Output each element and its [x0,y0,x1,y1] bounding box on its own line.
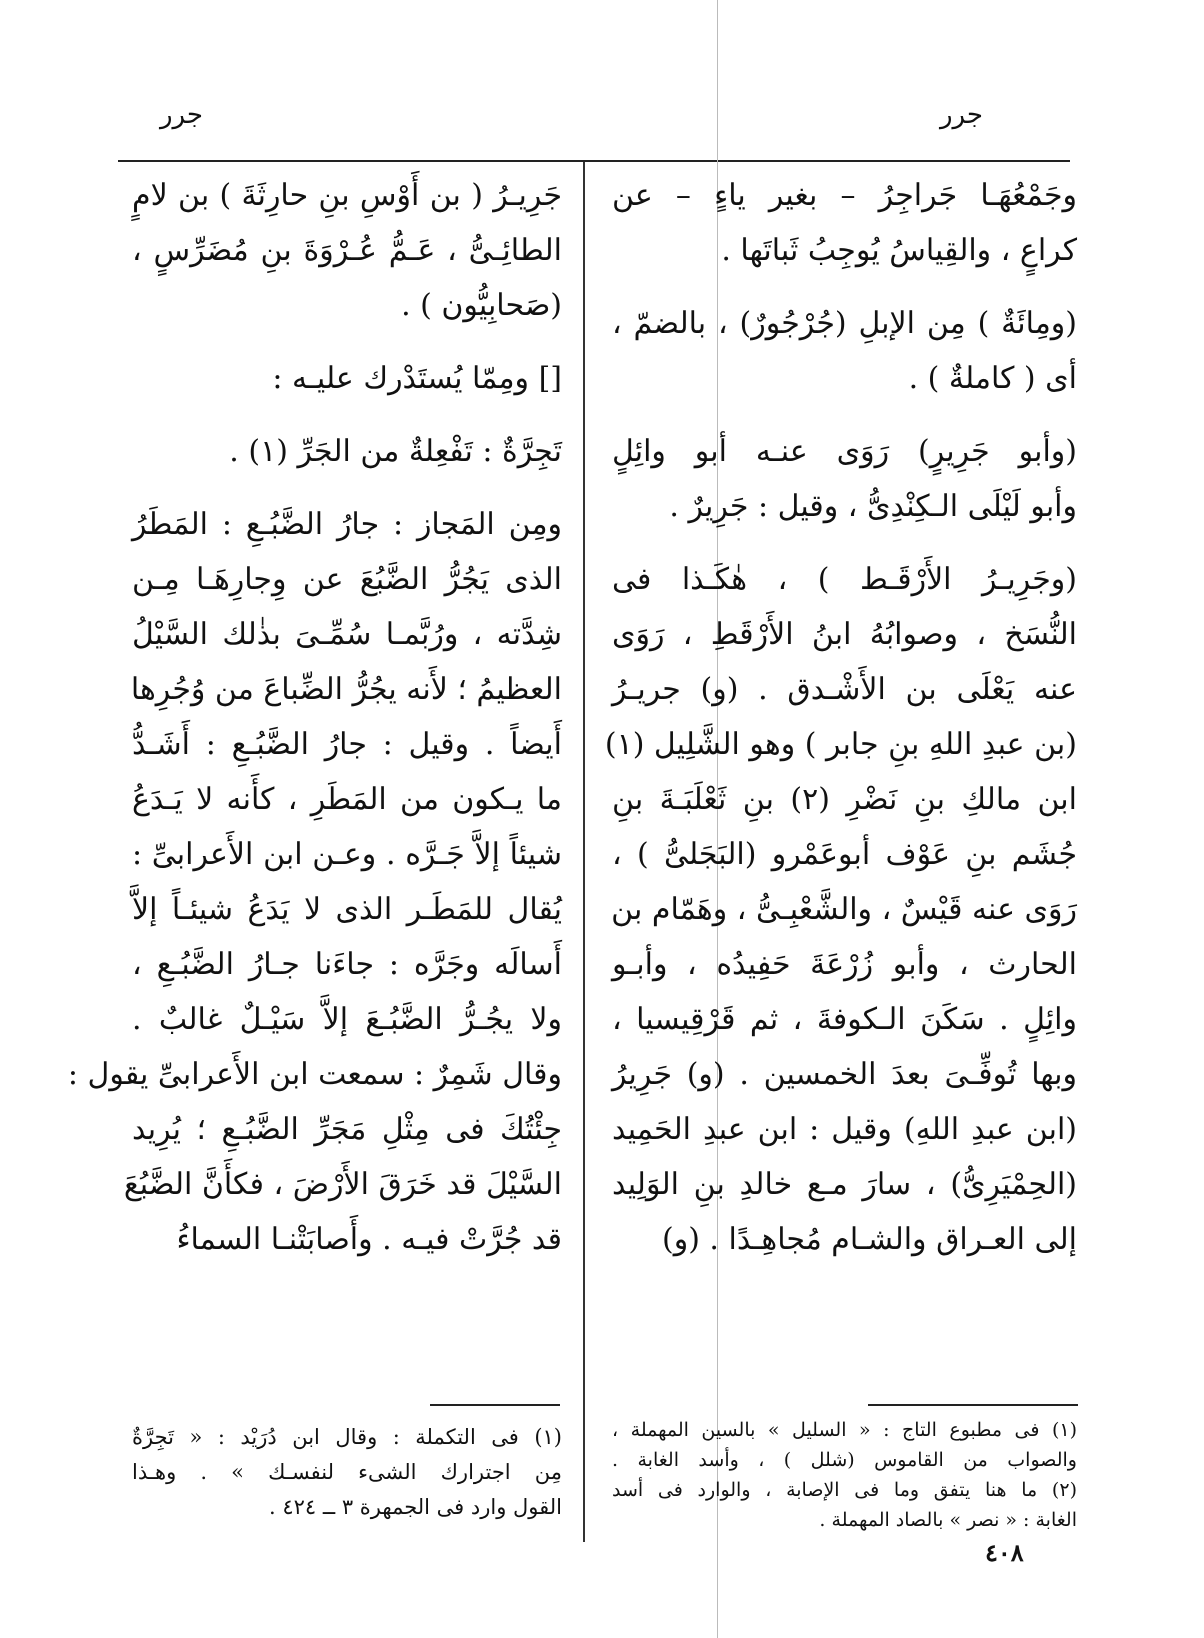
page-number: ٤٠٨ [985,1538,1024,1567]
left-text-column [67,168,562,1267]
header-rule [118,160,1070,162]
paragraph-gap [132,406,562,424]
footnote-line: القول وارد فى الجمهرة ٣ ــ ٤٢٤ . [268,1495,562,1519]
text-line: أَسالَه وجَرَّه : جاءَنا جـارُ الضَّبُـعِ ، [132,947,562,982]
text-line: ولا يجُـرُّ الضَّبُـعَ إلاَّ سَيْـلٌ غالبٌ . [132,1002,562,1037]
text-line: النُّسَخ ، وصوابُهُ ابنُ الأَرْقَطِ ، رَوَى [612,617,1077,652]
text-line: الطائِـىُّ ، عَـمُّ عُـرْوَةَ بنِ مُضَرِّسٍ ، [132,233,562,268]
text-line: يُقال للمَطَـر الذى لا يَدَعُ شيئـاً إلاَّ [132,892,562,927]
text-line: الذى يَجُرُّ الضَّبُعَ عن وِجارِهَـا مِـن [132,562,562,597]
text-line: (صَحابِيُّون ) . [401,288,562,323]
column-divider [583,162,585,1542]
text-line: العظيمُ ؛ لأَنه يجُرُّ الضِّباعَ من وُجُرِها [130,672,562,707]
footnote-line: الغابة : « نصر » بالصاد المهملة . [819,1509,1077,1531]
text-line: عنه يَعْلَى بن الأَشْـدق . (و) جريـرُ [612,672,1077,707]
text-line: جَرِيـرُ ( بن أَوْسِ بنِ حارِثَةَ ) بن لامٍ [132,178,562,213]
text-line: جُشَم بنِ عَوْف أبوعَمْرو (البَجَلىُّ ) ، [612,837,1077,872]
footnote-line: (١) فى التكملة : وقال ابن دُرَيْد : « تَجِرَّةٌ [132,1425,562,1449]
text-line: ما يـكون من المَطَرِ ، كأَنه لا يَـدَعُ [132,782,562,817]
footnote-line: (١) فى مطبوع التاج : « السليل » بالسين المهملة ، [612,1419,1077,1441]
text-line: ابن مالكِ بنِ نَضْرِ (٢) بنِ ثَعْلَبَـةَ بنِ [612,782,1077,817]
paragraph-gap [612,406,1077,424]
text-line: قد جُرَّتْ فيـه . وأَصابَتْنـا السماءُ [176,1222,562,1257]
text-line: (وأبو جَرِيرٍ) رَوَى عنـه أبو وائِلٍ [612,434,1077,469]
running-header-left: جرر [160,100,203,130]
text-line: كراعٍ ، والقِياسُ يُوجِبُ ثَباتَها . [721,233,1077,268]
text-line: إلى العـراق والشـام مُجاهِـدًا . (و) [662,1222,1077,1257]
footnotes-left [132,1420,562,1525]
text-line: (ومِائَةٌ ) مِن الإبلِ (جُرْجُورٌ) ، بالضمّ ، [612,306,1077,341]
text-line: شِدَّته ، ورُبَّمـا سُمِّـىَ بذٰلك السَّيْلُ [132,617,562,652]
running-header-right: جرر [940,100,983,130]
paragraph-gap [132,479,562,497]
text-line: السَّيْلَ قد خَرَقَ الأَرْضَ ، فكأَنَّ الضَّبُعَ [123,1167,562,1202]
text-line: جِئْتُكَ فى مِثْلِ مَجَرِّ الضَّبُـعِ ؛ يُرِيد [132,1112,562,1147]
text-line: وائِلٍ . سَكَنَ الـكوفةَ ، ثم قَرْقِيسيا ، [612,1002,1077,1037]
text-line: وقال شَمِرٌ : سمعت ابن الأَعرابىِّ يقول : [67,1057,562,1092]
text-line: وأبو لَيْلَى الـكِنْدِىُّ ، وقيل : جَرِيرٌ . [669,489,1077,524]
text-line: ومِن المَجاز : جارُ الضَّبُـعِ : المَطَرُ [132,507,562,542]
footnote-line: مِن اجترارك الشىء لنفسـك » . وهـذا [132,1460,562,1484]
footnote-rule-left [430,1404,560,1406]
text-line: أى ( كاملةٌ ) . [908,361,1077,396]
text-line: وجَمْعُهَـا جَراجِرُ – بغير ياءٍ – عن [612,178,1077,213]
text-line: [] ومِمّا يُستَدْرك عليـه : [272,361,562,396]
paragraph-gap [132,333,562,351]
text-line: رَوَى عنه قَيْسٌ ، والشَّعْبِـىُّ ، وهَمّام بن [611,892,1077,927]
text-line: (ابن عبدِ اللهِ) وقيل : ابن عبدِ الحَمِيد [612,1112,1077,1147]
footnote-rule-right [868,1404,1078,1406]
text-line: شيئاً إلاَّ جَـرَّه . وعـن ابن الأَعرابىِّ : [132,837,562,872]
paragraph-gap [612,534,1077,552]
footnote-line: والصواب من القاموس (شلل ) ، وأسد الغابة . [612,1449,1077,1471]
text-line: أَيضاً . وقيل : جارُ الضَّبُـعِ : أَشَـدُّ [132,727,562,762]
footnote-line: (٢) ما هنا يتفق وما فى الإصابة ، والوارد فى أسد [612,1479,1077,1501]
text-line: (بن عبدِ اللهِ بنِ جابر ) وهو الشَّلِيل (١) [604,727,1077,762]
text-line: (الحِمْيَرِىُّ) ، سارَ مـع خالدِ بنِ الوَلِيد [612,1167,1077,1202]
text-line: وبها تُوفِّـىَ بعدَ الخمسين . (و) جَرِيرُ [612,1057,1077,1092]
text-line: الحارث ، وأبو زُرْعَةَ حَفِيدُه ، وأبـو [612,947,1077,982]
footnotes-right [612,1415,1077,1535]
right-text-column [604,168,1077,1267]
text-line: (وجَرِيـرُ الأَرْقَـط ) ، هٰكَـذا فى [612,562,1077,597]
paragraph-gap [612,278,1077,296]
text-line: تَجِرَّةٌ : تَفْعِلةٌ من الجَرِّ (١) . [229,434,562,469]
